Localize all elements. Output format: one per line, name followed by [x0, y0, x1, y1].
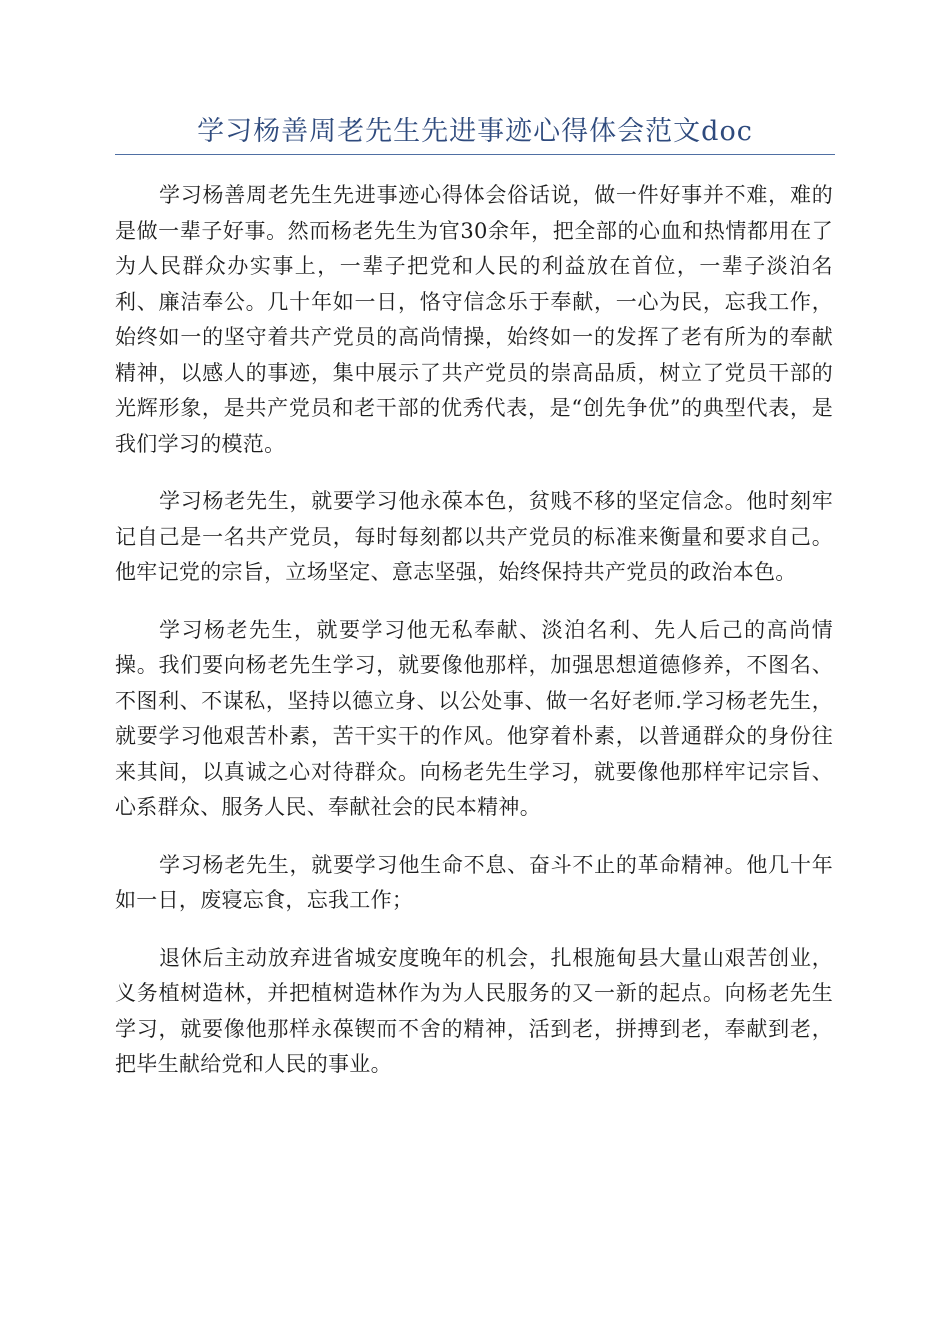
paragraph-1: 学习杨善周老先生先进事迹心得体会俗话说，做一件好事并不难，难的是做一辈子好事。然而杨老先生为官30余年，把全部的心血和热情都用在了为人民群众办实事上，一辈子把党和人民的利益放在首位，一辈子淡泊名利、廉洁奉公。几十年如一日，恪守信念乐于奉献，一心为民，忘我工作，始终如一的坚守着共产党员的高尚情操，始终如一的发挥了老有所为的奉献精神，以感人的事迹，集中展示了共产党员的崇高品质，树立了党员干部的光辉形象，是共产党员和老干部的优秀代表，是“创先争优”的典型代表，是我们学习的模范。 [115, 183, 833, 456]
document-body [115, 178, 833, 1105]
paragraph-3: 学习杨老先生，就要学习他无私奉献、淡泊名利、先人后己的高尚情操。我们要向杨老先生学习，就要像他那样，加强思想道德修养，不图名、不图利、不谋私，坚持以德立身、以公处事、做一名好老师.学习杨老先生，就要学习他艰苦朴素，苦干实干的作风。他穿着朴素，以普通群众的身份往来其间，以真诚之心对待群众。向杨老先生学习，就要像他那样牢记宗旨、心系群众、服务人民、奉献社会的民本精神。 [115, 617, 833, 819]
document-title: 学习杨善周老先生先进事迹心得体会范文doc [197, 116, 753, 147]
paragraph-5: 退休后主动放弃进省城安度晚年的机会，扎根施甸县大量山艰苦创业，义务植树造林，并把植树造林作为为人民服务的又一新的起点。向杨老先生学习，就要像他那样永葆锲而不舍的精神，活到老，拼搏到老，奉献到老，把毕生献给党和人民的事业。 [115, 945, 833, 1076]
paragraph-4: 学习杨老先生，就要学习他生命不息、奋斗不止的革命精神。他几十年如一日，废寝忘食，忘我工作； [115, 852, 833, 912]
paragraph-2: 学习杨老先生，就要学习他永葆本色，贫贱不移的坚定信念。他时刻牢记自己是一名共产党员，每时每刻都以共产党员的标准来衡量和要求自己。他牢记党的宗旨，立场坚定、意志坚强，始终保持共产党员的政治本色。 [115, 489, 833, 584]
title-underline [115, 154, 835, 155]
